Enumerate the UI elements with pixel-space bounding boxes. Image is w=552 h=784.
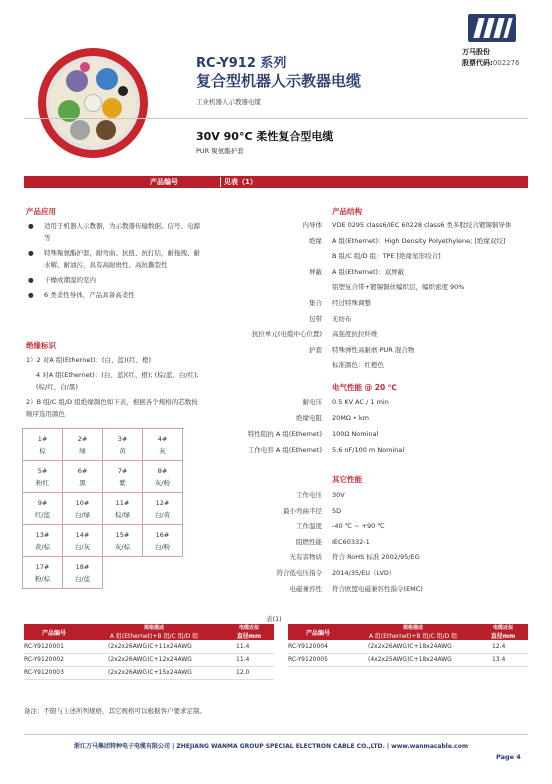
structure-row-value: B 组/C 组/D 组：TPE [绝缘星形绞合] (332, 252, 441, 261)
other-row-value: IEC60332-1 (332, 537, 370, 546)
table-row: RC-Y9120005 (4x2x25AWG)C+18x24AWG 13.4 (288, 653, 528, 666)
insulation-line: 4 对A 组(Ethernet)：(白、蓝)(红、橙); (棕/蓝、白/红); (棕/红、白/黑) (36, 371, 199, 391)
other-row-value: 符合欧盟电磁兼容性指令(EMC) (332, 584, 423, 593)
spec-table-right (288, 624, 528, 667)
other-row-value: -40 ℃ ~ +90 ℃ (332, 522, 385, 531)
table-header-model: 产品编号 (288, 624, 348, 640)
product-series-title: RC-Y912 系列 (196, 56, 287, 71)
electrical-heading: 电气性能 @ 20 ℃ (332, 383, 397, 392)
structure-row-label: 护套 (309, 345, 322, 354)
other-row-value: 2014/35/EU（LVD） (332, 569, 396, 577)
electrical-row-value: 0.5 KV AC / 1 min (332, 398, 389, 406)
list-item: ● 干燥或潮湿的室内 (28, 276, 96, 284)
other-row-value: 符合 RoHS 标准 2002/95/EG (332, 553, 420, 562)
list-item: ● 6 类柔性导体，产品具备高柔性 (28, 291, 135, 299)
insulation-lines (26, 354, 202, 420)
table-row: RC-Y9120003 (2x2x26AWG)C+15x24AWG 12.0 (24, 666, 274, 679)
electrical-row-label: 特性阻抗 A 组(Ethernet) (247, 430, 322, 438)
structure-row-value: 特殊弹性高耐磨 PUR 混合物 (332, 345, 415, 354)
table-row: RC-Y9120002 (2x2x26AWG)C+12x24AWG 11.4 (24, 653, 274, 666)
structure-row-value: A 组(Ethernet)：High Density Polyethylene; [绝缘双绞] (332, 236, 506, 245)
spec-sub: PUR 聚氨酯护套 (196, 147, 244, 155)
cable-cross-section-image (38, 48, 148, 158)
structure-row-label: 绝缘 (309, 236, 322, 245)
footer-divider (24, 734, 528, 735)
model-bar: 产品编号 见表（1） (24, 176, 528, 188)
insulation-line: 2）B 组/C 组/D 组绝缘颜色如下表，根据各个规格的芯数按顺序选用颜色 (26, 398, 198, 418)
color-grid-body: 1# 棕 2# 绿 3# 黄 4# 灰 5# 粉红 6# 黑 7# 紫 8# 灰/粉 9# 红/蓝 10# 白/绿 11# 棕/绿 12# 白/黄 13# 黄/棕 14# 白/灰 15# 灰/棕 16# 白/粉 17# 粉/棕 18# 白/蓝 (22, 428, 184, 589)
structure-row-label: 包带 (309, 314, 322, 323)
other-row-label: 工作温度 (296, 522, 322, 531)
table-header-spec: 规格描述 A 组(Ethernet)+B 组/C 组/D 组 (348, 624, 478, 640)
other-row-label: 工作电压 (296, 491, 322, 499)
other-heading: 其它性能 (332, 475, 362, 484)
other-row-label: 阻燃性能 (296, 537, 322, 546)
electrical-row-value: 20MΩ • km (332, 414, 369, 422)
table-row: RC-Y9120004 (2x2x26AWG)C+18x24AWG 12.4 (288, 640, 528, 653)
table-caption: 表(1) (266, 615, 282, 623)
footer-company: 浙江万马集团特种电子电缆有限公司 | ZHEJIANG WANMA GROUP SPECIAL ELECTRON CABLE CO.,LTD. | www.wanmacable.com (74, 743, 469, 750)
electrical-row-value: 100Ω Nominal (332, 430, 379, 438)
structure-heading: 产品结构 (332, 207, 362, 216)
structure-row-value: 无纺布 (332, 314, 352, 323)
electrical-row-label: 工作电容 A 组(Ethernet) (247, 446, 322, 454)
table-header-dia: 电缆近似 直径mm (224, 624, 274, 640)
other-row-value: 30V (332, 491, 345, 499)
structure-row-value: A 组(Ethernet)：双屏蔽 (332, 267, 405, 276)
spec-table-left (24, 624, 274, 680)
other-row-label: 无有害物质 (289, 553, 322, 562)
structure-row-value: 高强度抗拉纤维 (332, 330, 378, 339)
structure-row-value: 铝塑复合带+镀锡铜丝编织层，编织密度 90% (332, 283, 465, 292)
structure-row-value: VDE 0295 class6/IEC 60228 class6 类多股绞合镀锡铜导体 (332, 221, 512, 229)
applications-heading: 产品应用 (26, 207, 56, 216)
table-header-model: 产品编号 (24, 624, 84, 640)
table-header-dia: 电缆近似 直径mm (478, 624, 528, 640)
structure-row-label: 集合 (309, 299, 322, 307)
structure-row-label: 抗拉单元(电缆中心位置) (251, 330, 322, 339)
list-item: ● 特殊聚氨酯护套，耐弯曲、抗扭、抗打结，耐拖拽、耐水解、耐油污、具有高耐磨性、高抗撕裂性 (28, 249, 200, 269)
list-item: ● 适用于机器人示教器，为示教器传输数据、信号、电源等 (28, 222, 200, 242)
other-row-label: 最小弯曲半径 (283, 506, 322, 515)
electrical-row-label: 耐电压 (302, 398, 322, 406)
table-header-spec: 规格描述 A 组(Ethernet)+B 组/C 组/D 组 (84, 624, 224, 640)
other-row-label: 符合低电压指令 (276, 569, 322, 577)
structure-row-label: 屏蔽 (309, 267, 322, 276)
applications-list (26, 220, 202, 301)
insulation-line: 1）2 对A 组(Ethernet)：(白、蓝)(红、橙) (26, 356, 152, 364)
header-divider (24, 118, 528, 119)
product-subtitle: 工业机器人示教器电缆 (196, 98, 261, 106)
insulation-heading: 绝缘标识 (26, 341, 56, 350)
table-note: 备注：不限与上述所列规格，其它规格可以根据客户要求定制。 (24, 707, 206, 715)
page-number: Page 4 (496, 753, 521, 761)
table-row: RC-Y9120001 (2x2x26AWG)C+11x24AWG 11.4 (24, 640, 274, 653)
other-row-label: 电磁兼容性 (289, 584, 322, 593)
other-row-value: 5D (332, 506, 342, 515)
structure-row-value: 经过特殊调整 (332, 299, 371, 307)
electrical-row-value: 5.6 nF/100 m Nominal (332, 446, 405, 454)
electrical-row-label: 绝缘电阻 (296, 414, 322, 422)
brand-name: 万马股份 (462, 48, 490, 56)
brand-logo-icon (468, 14, 516, 42)
spec-line: 30V 90°C 柔性复合型电缆 (196, 130, 334, 143)
structure-row-label: 内导体 (302, 221, 322, 229)
structure-row-value: 标准颜色：红橙色 (332, 361, 384, 370)
stock-code: 股票代码:002276 (462, 59, 520, 67)
product-name-title: 复合型机器人示教器电缆 (196, 72, 362, 90)
